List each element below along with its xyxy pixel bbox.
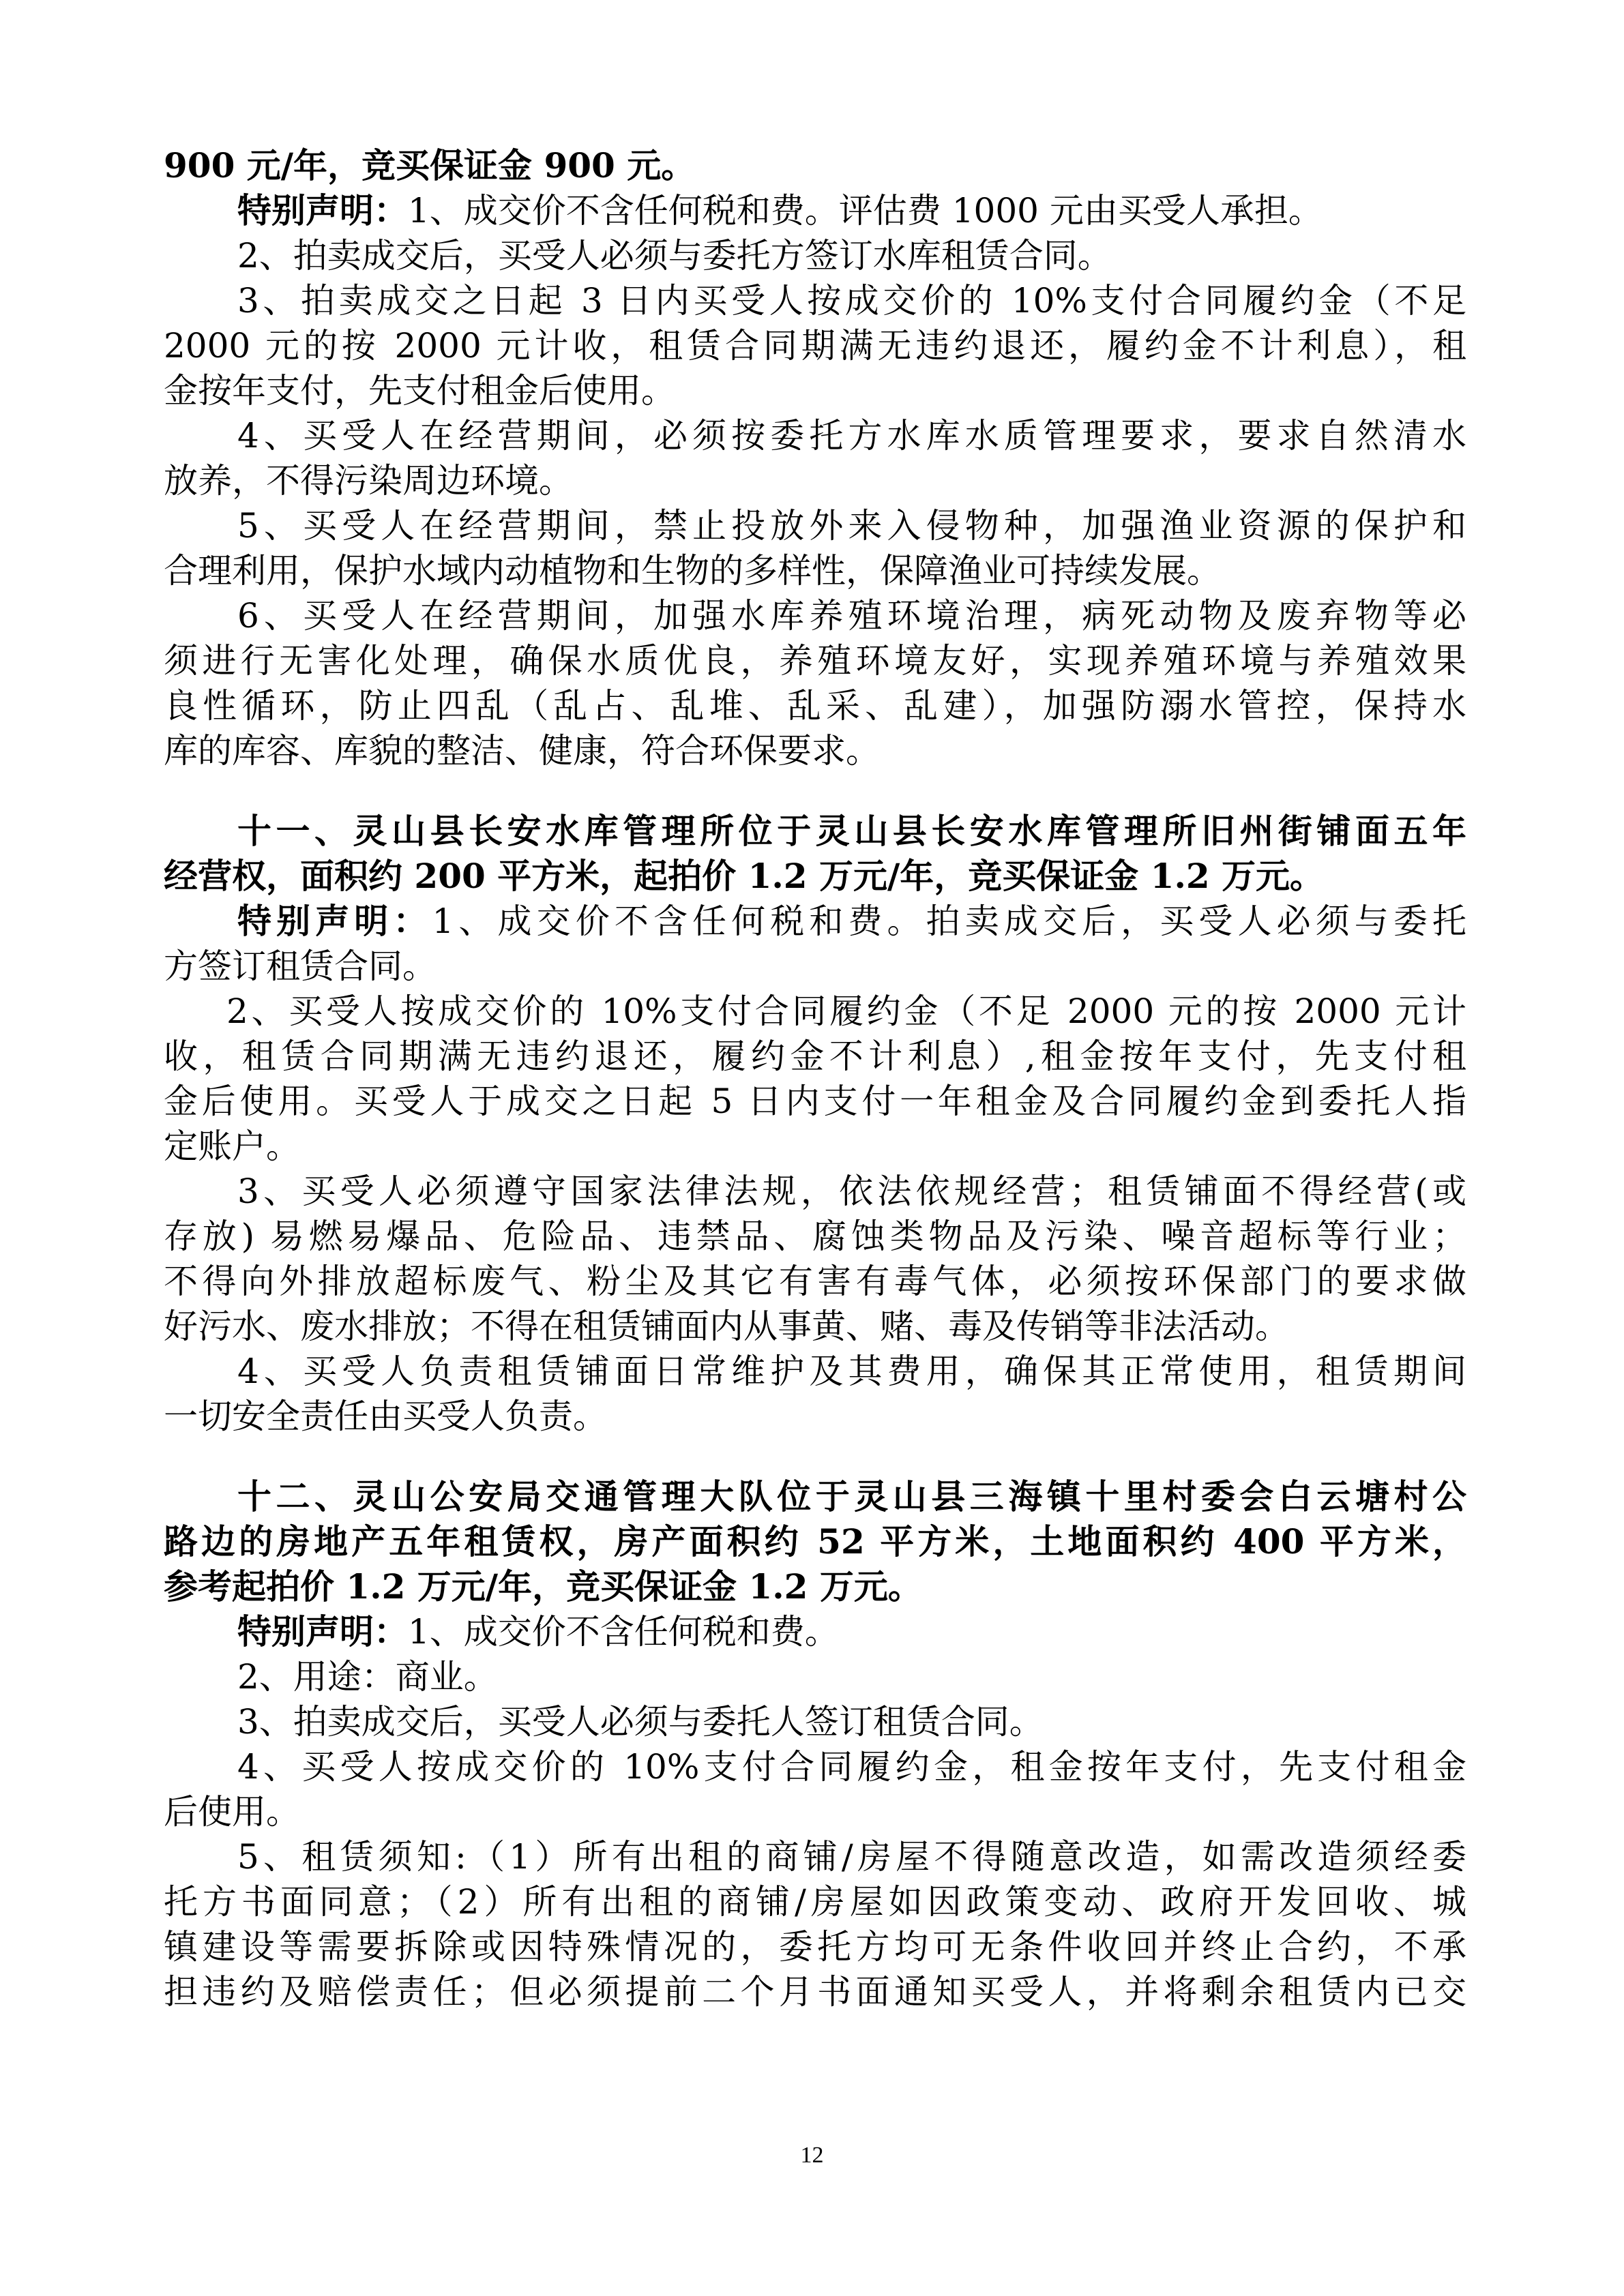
special-statement-label: 特别声明： bbox=[237, 190, 408, 230]
clause-line: 镇建设等需要拆除或因特殊情况的，委托方均可无条件收回并终止合约，不承 bbox=[164, 1927, 1466, 1967]
continuation-line: 900 元/年，竞买保证金 900 元。 bbox=[164, 145, 696, 185]
section-gap bbox=[164, 773, 1466, 809]
document-page bbox=[164, 143, 1466, 2014]
clause-line: 须进行无害化处理，确保水质优良，养殖环境友好，实现养殖环境与养殖效果 bbox=[164, 641, 1466, 681]
clause-line: 托方书面同意；（2）所有出租的商铺/房屋如因政策变动、政府开发回收、城 bbox=[164, 1882, 1466, 1922]
clause-line: 3、拍卖成交后，买受人必须与委托人签订租赁合同。 bbox=[237, 1702, 1044, 1742]
special-statement-line bbox=[164, 188, 1466, 233]
page-number: 12 bbox=[800, 2143, 824, 2168]
clause-line: 5、租赁须知:（1）所有出租的商铺/房屋不得随意改造，如需改造须经委 bbox=[237, 1837, 1466, 1877]
special-statement-label: 特别声明： bbox=[237, 1611, 408, 1652]
section-12-heading: 路边的房地产五年租赁权，房产面积约 52 平方米，土地面积约 400 平方米， bbox=[164, 1521, 1466, 1562]
clause-line: 4、买受人按成交价的 10%支付合同履约金，租金按年支付，先支付租金 bbox=[237, 1747, 1466, 1787]
clause-line: 2、拍卖成交后，买受人必须与委托方签订水库租赁合同。 bbox=[237, 236, 1112, 275]
section-12 bbox=[164, 1474, 1466, 2014]
section-11-heading: 十一、灵山县长安水库管理所位于灵山县长安水库管理所旧州街铺面五年 bbox=[237, 811, 1466, 851]
clause-line: 不得向外排放超标废气、粉尘及其它有害有毒气体，必须按环保部门的要求做 bbox=[164, 1262, 1466, 1301]
clause-line: 2000 元的按 2000 元计收，租赁合同期满无违约退还，履约金不计利息），租 bbox=[164, 326, 1466, 366]
clause-line: 3、买受人必须遵守国家法律法规，依法依规经营；租赁铺面不得经营(或 bbox=[237, 1172, 1466, 1211]
clause-text: 1、成交价不含任何税和费。评估费 1000 元由买受人承担。 bbox=[408, 191, 1323, 230]
section-11 bbox=[164, 809, 1466, 1439]
clause-line: 方签订租赁合同。 bbox=[164, 946, 437, 986]
clause-line: 良性循环，防止四乱（乱占、乱堆、乱采、乱建），加强防溺水管控，保持水 bbox=[164, 686, 1466, 726]
clause-line: 一切安全责任由买受人负责。 bbox=[164, 1397, 607, 1436]
clause-line: 存放) 易燃易爆品、危险品、违禁品、腐蚀类物品及污染、噪音超标等行业； bbox=[164, 1217, 1466, 1256]
section-11-heading: 经营权，面积约 200 平方米，起拍价 1.2 万元/年，竞买保证金 1.2 万元。 bbox=[164, 856, 1325, 896]
clause-line: 6、买受人在经营期间，加强水库养殖环境治理，病死动物及废弃物等必 bbox=[237, 596, 1466, 636]
section-10-special-statement bbox=[164, 188, 1466, 773]
section-12-heading: 十二、灵山公安局交通管理大队位于灵山县三海镇十里村委会白云塘村公 bbox=[237, 1476, 1466, 1517]
clause-text: 1、成交价不含任何税和费。拍卖成交后，买受人必须与委托 bbox=[432, 901, 1466, 941]
clause-line: 好污水、废水排放；不得在租赁铺面内从事黄、赌、毒及传销等非法活动。 bbox=[164, 1307, 1289, 1346]
clause-line: 2、买受人按成交价的 10%支付合同履约金（不足 2000 元的按 2000 元计 bbox=[226, 992, 1466, 1031]
clause-line: 放养，不得污染周边环境。 bbox=[164, 461, 573, 501]
clause-line: 收，租赁合同期满无违约退还，履约金不计利息）,租金按年支付，先支付租 bbox=[164, 1037, 1466, 1076]
special-statement-line bbox=[164, 1609, 1466, 1654]
clause-line: 库的库容、库貌的整洁、健康，符合环保要求。 bbox=[164, 731, 880, 771]
special-statement-label: 特别声明： bbox=[237, 901, 432, 941]
clause-line: 金后使用。买受人于成交之日起 5 日内支付一年租金及合同履约金到委托人指 bbox=[164, 1082, 1466, 1121]
section-gap bbox=[164, 1439, 1466, 1474]
clause-line: 定账户。 bbox=[164, 1127, 300, 1166]
clause-line: 合理利用，保护水域内动植物和生物的多样性，保障渔业可持续发展。 bbox=[164, 551, 1221, 591]
clause-line: 担违约及赔偿责任；但必须提前二个月书面通知买受人，并将剩余租赁内已交 bbox=[164, 1972, 1466, 2012]
clause-line: 5、买受人在经营期间，禁止投放外来入侵物种，加强渔业资源的保护和 bbox=[237, 506, 1466, 546]
clause-line: 3、拍卖成交之日起 3 日内买受人按成交价的 10%支付合同履约金（不足 bbox=[237, 281, 1466, 320]
clause-line: 4、买受人负责租赁铺面日常维护及其费用，确保其正常使用，租赁期间 bbox=[237, 1352, 1466, 1391]
clause-line: 4、买受人在经营期间，必须按委托方水库水质管理要求，要求自然清水 bbox=[237, 416, 1466, 456]
section-12-heading: 参考起拍价 1.2 万元/年，竞买保证金 1.2 万元。 bbox=[164, 1566, 922, 1607]
clause-line: 金按年支付，先支付租金后使用。 bbox=[164, 371, 675, 411]
clause-line: 后使用。 bbox=[164, 1792, 300, 1832]
clause-text: 1、成交价不含任何税和费。 bbox=[408, 1612, 839, 1652]
clause-line: 2、用途：商业。 bbox=[237, 1657, 498, 1697]
special-statement-line bbox=[164, 899, 1466, 944]
